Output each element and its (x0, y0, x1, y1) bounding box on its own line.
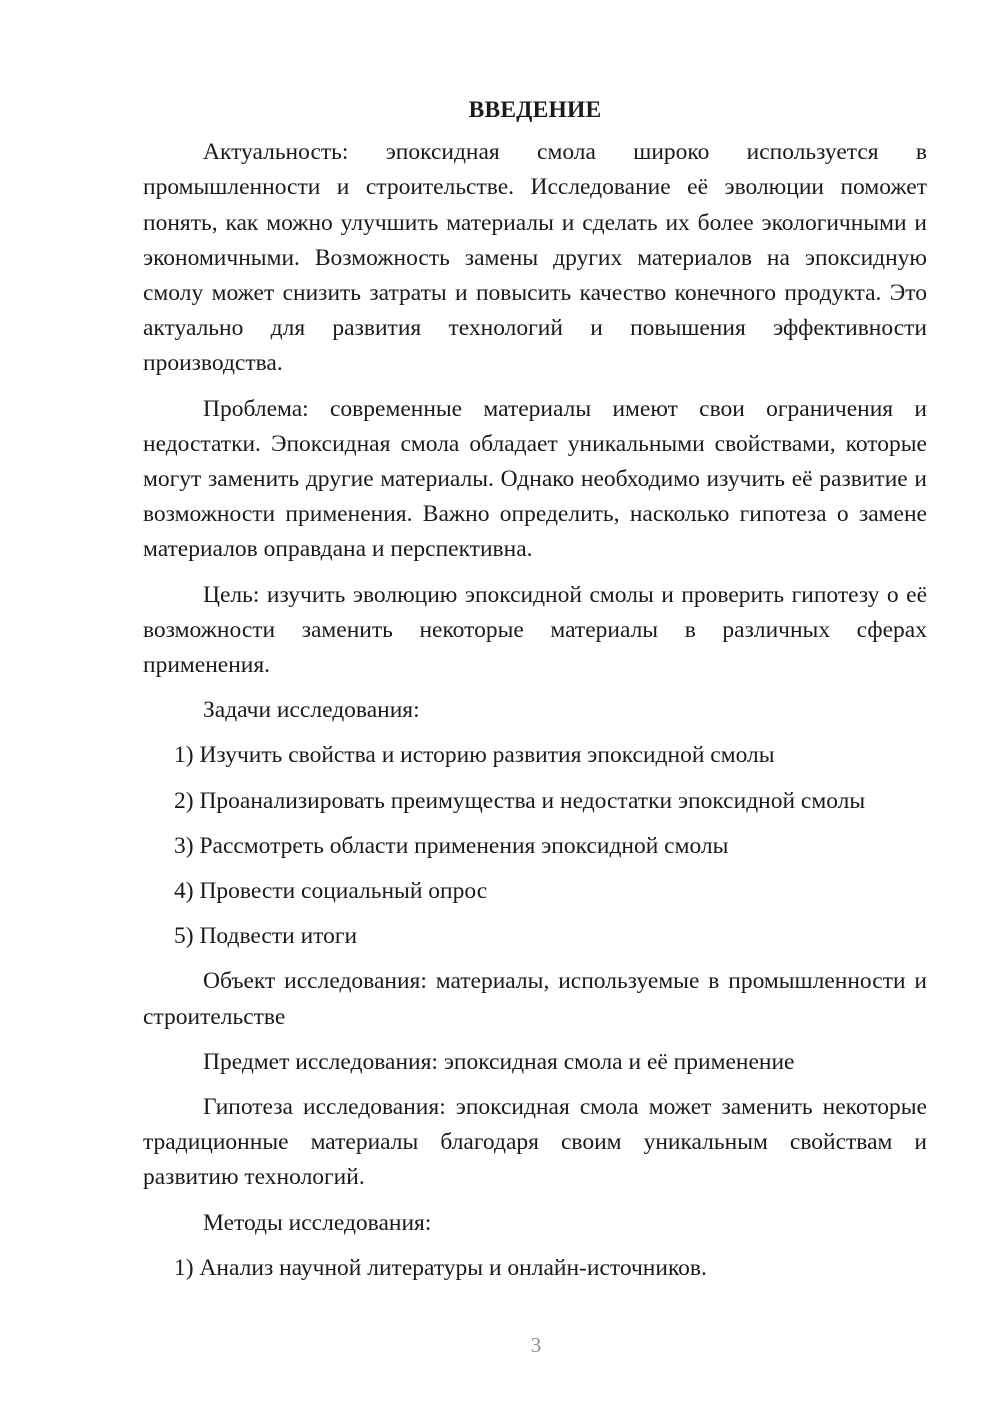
list-item: 4) Провести социальный опрос (174, 878, 488, 905)
subject-paragraph: Предмет исследования: эпоксидная смола и её применение (203, 1048, 795, 1075)
page-content (143, 93, 927, 1296)
problem-paragraph: Проблема: современные материалы имеют свои ограничения и недостатки. Эпоксидная смола обладает уникальными свойствами, которые могут заменить другие материалы. Однако необходимо изучить её развитие и возможности применения. Важно определить, насколько гипотеза о замене материалов оправдана и перспективна. (143, 395, 927, 563)
list-item: 5) Подвести итоги (174, 923, 358, 950)
relevance-paragraph: Актуальность: эпоксидная смола широко используется в промышленности и строительстве. Исследование её эволюции поможет понять, как можно улучшить материалы и сделать их более экологичными и экономичными. Возможность замены других материалов на эпоксидную смолу может снизить затраты и повысить качество конечного продукта. Это актуально для развития технологий и повышения эффективности производства. (143, 139, 927, 377)
list-item: 1) Изучить свойства и историю развития эпоксидной смолы (174, 742, 775, 769)
list-item: 1) Анализ научной литературы и онлайн-источников. (174, 1254, 707, 1281)
page-number: 3 (530, 1333, 542, 1357)
hypothesis-paragraph: Гипотеза исследования: эпоксидная смола может заменить некоторые традиционные материалы благодаря своим уникальным свойствам и развитию технологий. (143, 1094, 927, 1191)
tasks-list (143, 738, 927, 954)
methods-list (143, 1251, 927, 1286)
list-item: 2) Проанализировать преимущества и недостатки эпоксидной смолы (174, 787, 866, 814)
methods-title: Методы исследования: (203, 1209, 432, 1236)
page-title: ВВЕДЕНИЕ (468, 97, 602, 123)
tasks-title: Задачи исследования: (203, 697, 420, 724)
goal-paragraph: Цель: изучить эволюцию эпоксидной смолы и проверить гипотезу о её возможности заменить некоторые материалы в различных сферах применения. (143, 581, 927, 679)
list-item: 3) Рассмотреть области применения эпоксидной смолы (174, 832, 729, 859)
object-paragraph: Объект исследования: материалы, используемые в промышленности и строительстве (143, 968, 927, 1030)
